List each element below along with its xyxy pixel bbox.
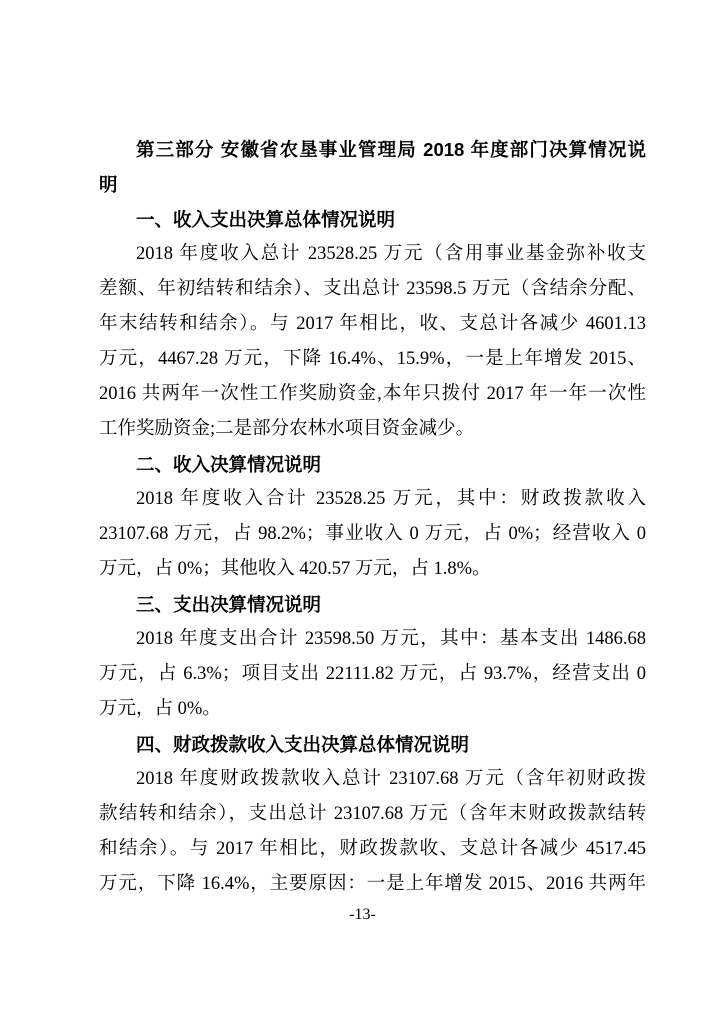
section-4-body-line: 万元，下降 16.4%，主要原因：一是上年增发 2015、2016 共两年 [99, 874, 646, 894]
document-content [99, 132, 646, 902]
section-1-body-line: 2018 年度收入总计 23528.25 万元（含用事业基金弥补收支 [136, 244, 646, 264]
section-4-body-line: 和结余）。与 2017 年相比，财政拨款收、支总计各减少 4517.45 [99, 839, 646, 859]
document-title-line-2: 明 [99, 174, 118, 195]
document-title-line-1: 第三部分 安徽省农垦事业管理局 2018 年度部门决算情况说 [136, 139, 646, 160]
section-1-body-line: 差额、年初结转和结余）、支出总计 23598.5 万元（含结余分配、 [99, 279, 646, 299]
section-3-body-line: 2018 年度支出合计 23598.50 万元，其中：基本支出 1486.68 [136, 629, 646, 649]
section-1-heading: 一、收入支出决算总体情况说明 [136, 209, 396, 230]
section-2-heading: 二、收入决算情况说明 [136, 454, 322, 475]
section-2-body-line: 万元，占 0%；其他收入 420.57 万元，占 1.8%。 [99, 559, 491, 579]
section-3-body-line: 万元，占 0%。 [99, 699, 221, 719]
section-1-body-line: 工作奖励资金;二是部分农林水项目资金减少。 [99, 419, 475, 439]
section-4-body-line: 2018 年度财政拨款收入总计 23107.68 万元（含年初财政拨 [136, 769, 646, 789]
section-1-body-line: 2016 共两年一次性工作奖励资金,本年只拨付 2017 年一年一次性 [99, 384, 646, 404]
section-2-body-line: 23107.68 万元，占 98.2%；事业收入 0 万元，占 0%；经营收入 0 [99, 524, 646, 544]
section-2-body-line: 2018 年度收入合计 23528.25 万元，其中：财政拨款收入 [136, 489, 646, 509]
section-1-body-line: 年末结转和结余）。与 2017 年相比，收、支总计各减少 4601.13 [99, 314, 646, 334]
section-3-heading: 三、支出决算情况说明 [136, 594, 322, 615]
section-1-body-line: 万元，4467.28 万元，下降 16.4%、15.9%，一是上年增发 2015、 [99, 349, 646, 369]
section-4-heading: 四、财政拨款收入支出决算总体情况说明 [136, 734, 470, 755]
section-3-body-line: 万元，占 6.3%；项目支出 22111.82 万元，占 93.7%，经营支出 0 [99, 664, 646, 684]
section-4-body-line: 款结转和结余），支出总计 23107.68 万元（含年末财政拨款结转 [99, 804, 646, 824]
page-number: -13- [349, 906, 376, 923]
